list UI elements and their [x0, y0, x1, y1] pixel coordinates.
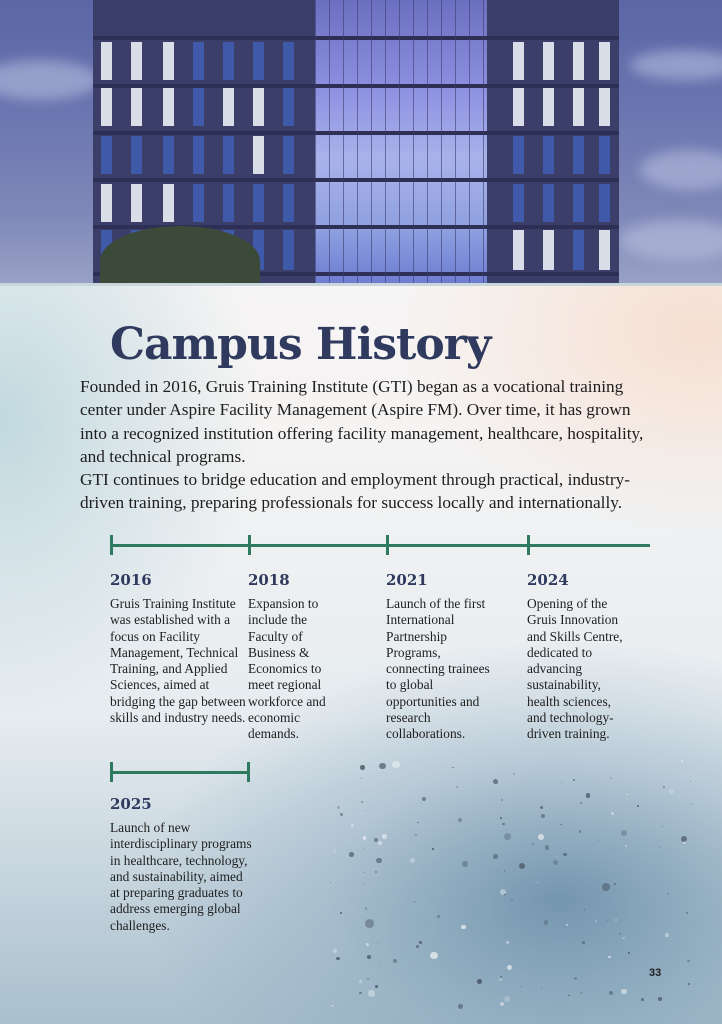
speck: [362, 813, 364, 815]
speck: [367, 978, 369, 980]
speck: [580, 802, 582, 804]
floor-band: [93, 131, 619, 135]
speck: [580, 992, 582, 994]
speck: [415, 834, 417, 836]
speck: [683, 841, 686, 844]
speck: [553, 860, 558, 865]
timeline-line: [110, 771, 250, 774]
window: [163, 136, 174, 174]
speck: [500, 1002, 504, 1006]
window: [253, 88, 264, 126]
window: [101, 184, 112, 222]
intro-paragraph: Founded in 2016, Gruis Training Institute (GTI) began as a vocational training center under Aspire Facility Management (Aspire FM). Over time, it has grown into a recognized institution offering facility management, healthcare, hospitality, and technical programs.: [80, 377, 644, 466]
mullion: [315, 0, 316, 286]
speck: [560, 824, 562, 826]
mullion: [343, 0, 344, 286]
timeline-tick: [527, 535, 530, 555]
speck: [532, 843, 534, 845]
window: [573, 230, 584, 270]
window: [253, 136, 264, 174]
speck: [628, 952, 630, 954]
intro-paragraph: GTI continues to bridge education and employment through practical, industry-driven training, preparing professionals for success locally and internationally.: [80, 470, 630, 513]
window: [513, 42, 524, 80]
speck: [504, 870, 505, 871]
speck: [615, 919, 617, 921]
timeline-tick: [386, 535, 389, 555]
speck: [477, 979, 482, 984]
speck: [417, 822, 419, 824]
speck: [520, 986, 521, 987]
timeline-tick: [110, 762, 113, 782]
speck: [614, 883, 616, 885]
speck: [363, 836, 366, 839]
mullion: [413, 0, 414, 286]
speck: [497, 870, 499, 872]
speck: [687, 960, 690, 963]
speck: [330, 882, 331, 883]
page-number: 33: [649, 967, 662, 979]
speck: [669, 789, 674, 794]
window: [599, 184, 610, 222]
window: [163, 184, 174, 222]
speck: [375, 871, 377, 873]
floor-band: [93, 178, 619, 182]
milestone-description: Expansion to include the Faculty of Business & Economics to meet regional workforce and economic demands.: [248, 596, 326, 742]
speck: [366, 943, 369, 946]
window: [223, 136, 234, 174]
speck: [364, 884, 365, 885]
speck: [349, 852, 354, 857]
window: [543, 184, 554, 222]
speck: [458, 1004, 463, 1009]
milestone-description: Opening of the Gruis Innovation and Skills Centre, dedicated to advancing sustainability, health sciences, and technology-driven training.: [527, 596, 623, 742]
speck: [563, 853, 566, 856]
speck: [504, 996, 510, 1002]
speck: [602, 883, 610, 891]
window: [193, 42, 204, 80]
speck: [502, 823, 505, 826]
speck: [556, 856, 557, 857]
speck: [513, 773, 515, 775]
window: [543, 42, 554, 80]
speck: [500, 817, 502, 819]
milestone-year: 2018: [248, 571, 290, 589]
window: [513, 230, 524, 270]
speck: [393, 959, 397, 963]
window: [599, 42, 610, 80]
window: [513, 88, 524, 126]
speck: [566, 924, 568, 926]
window: [131, 42, 142, 80]
speck: [493, 854, 498, 859]
speck: [359, 980, 362, 983]
speck: [621, 989, 626, 994]
window: [599, 88, 610, 126]
speck: [582, 937, 583, 938]
window: [131, 136, 142, 174]
speck: [477, 828, 478, 829]
window: [131, 88, 142, 126]
speck: [420, 802, 421, 803]
speck: [691, 804, 692, 805]
speck: [410, 858, 415, 863]
speck: [377, 942, 378, 943]
timeline-line: [110, 544, 650, 547]
speck: [607, 920, 608, 921]
milestone-year: 2021: [386, 571, 428, 589]
speck: [579, 830, 581, 832]
speck: [625, 845, 627, 847]
speck: [690, 781, 691, 782]
speck: [351, 824, 354, 827]
speck: [504, 833, 511, 840]
speck: [368, 990, 375, 997]
speck: [379, 763, 385, 769]
speck: [658, 997, 662, 1001]
speck: [637, 805, 639, 807]
speck: [414, 901, 416, 903]
window: [573, 184, 584, 222]
speck: [340, 912, 341, 913]
speck: [574, 977, 577, 980]
speck: [419, 941, 422, 944]
window: [283, 88, 294, 126]
speck: [378, 841, 382, 845]
speck: [662, 826, 663, 827]
speck: [511, 900, 512, 901]
window: [101, 42, 112, 80]
speck: [519, 863, 525, 869]
speck: [641, 998, 644, 1001]
speck: [365, 907, 367, 909]
speck: [685, 889, 686, 890]
speck: [573, 779, 575, 781]
speck: [376, 858, 382, 864]
speck: [365, 919, 374, 928]
speck: [598, 840, 599, 841]
speck: [458, 818, 462, 822]
mullion: [427, 0, 428, 286]
speck: [430, 952, 438, 960]
milestone-description: Launch of new interdisciplinary programs in healthcare, technology, and sustainability, aimed at preparing graduates to address emerging global challenges.: [110, 820, 252, 933]
window: [513, 136, 524, 174]
window: [543, 230, 554, 270]
mullion: [357, 0, 358, 286]
speck: [337, 806, 340, 809]
speck: [501, 799, 503, 801]
speck: [361, 801, 363, 803]
speck: [610, 777, 612, 779]
speck: [507, 965, 512, 970]
intro-text: [80, 375, 660, 515]
speck: [359, 992, 362, 995]
window: [573, 42, 584, 80]
speck: [367, 955, 371, 959]
speck: [681, 760, 683, 762]
speck: [686, 912, 688, 914]
window: [193, 136, 204, 174]
speck: [336, 957, 339, 960]
speck: [613, 848, 614, 849]
window: [253, 42, 264, 80]
window: [101, 88, 112, 126]
speck: [609, 991, 613, 995]
window: [131, 184, 142, 222]
speck: [422, 797, 426, 801]
window: [543, 136, 554, 174]
window: [101, 136, 112, 174]
speck: [568, 995, 569, 996]
speck: [663, 786, 665, 788]
speck: [379, 964, 380, 965]
speck: [331, 1005, 333, 1007]
milestone-description: Launch of the first International Partnership Programs, connecting trainees to global opportunities and research collaborations.: [386, 596, 490, 742]
speck: [621, 830, 627, 836]
speck: [595, 920, 597, 922]
speck: [504, 894, 506, 896]
speck: [561, 782, 562, 783]
mullion: [371, 0, 372, 286]
window: [513, 184, 524, 222]
page-title: Campus History: [110, 319, 491, 370]
milestone-year: 2025: [110, 795, 152, 813]
window: [599, 136, 610, 174]
milestone-year: 2016: [110, 571, 152, 589]
speck: [537, 882, 538, 883]
hero-building-photo: [0, 0, 722, 286]
speck: [619, 933, 621, 935]
floor-band: [93, 36, 619, 40]
speck: [622, 937, 624, 939]
timeline-tick: [248, 535, 251, 555]
mullion: [483, 0, 484, 286]
speck: [506, 941, 509, 944]
mullion: [399, 0, 400, 286]
window: [283, 42, 294, 80]
speck: [462, 861, 468, 867]
milestone-description: Gruis Training Institute was established with a focus on Facility Management, Technical Training, and Applied Sciences, aimed at bridging the gap between skills and industry needs.: [110, 596, 246, 726]
speck: [375, 985, 379, 989]
speck: [500, 992, 501, 993]
window: [283, 136, 294, 174]
speck: [437, 915, 440, 918]
window: [193, 88, 204, 126]
speck: [667, 893, 669, 895]
timeline-tick: [247, 762, 250, 782]
speck: [659, 846, 660, 847]
glass-atrium: [315, 0, 487, 286]
speck: [538, 834, 544, 840]
mullion: [455, 0, 456, 286]
window: [223, 184, 234, 222]
speck: [363, 848, 364, 849]
window: [283, 184, 294, 222]
speck: [360, 765, 365, 770]
window: [573, 88, 584, 126]
speck: [584, 909, 585, 910]
window: [599, 230, 610, 270]
window: [253, 184, 264, 222]
speck: [364, 872, 365, 873]
window: [283, 230, 294, 270]
speck: [333, 850, 336, 853]
speck: [432, 848, 433, 849]
speck: [545, 845, 550, 850]
window: [163, 42, 174, 80]
mullion: [441, 0, 442, 286]
speck: [544, 920, 548, 924]
speck: [499, 978, 502, 981]
speck: [456, 786, 458, 788]
speck: [608, 956, 611, 959]
timeline-tick: [110, 535, 113, 555]
speck: [540, 806, 543, 809]
speck: [611, 812, 614, 815]
speck: [541, 988, 542, 989]
speck: [382, 948, 383, 949]
speck: [665, 933, 669, 937]
speck: [333, 949, 337, 953]
window: [543, 88, 554, 126]
speck: [452, 767, 453, 768]
speck: [586, 793, 590, 797]
window: [223, 88, 234, 126]
speck: [582, 941, 586, 945]
speck: [541, 814, 545, 818]
speck: [688, 983, 689, 984]
window: [193, 184, 204, 222]
speck: [382, 834, 387, 839]
speck: [340, 813, 343, 816]
speck: [500, 976, 501, 977]
milestone-year: 2024: [527, 571, 569, 589]
speck: [461, 925, 465, 929]
speck: [361, 777, 362, 778]
mullion: [385, 0, 386, 286]
mullion: [469, 0, 470, 286]
mullion: [329, 0, 330, 286]
window: [573, 136, 584, 174]
speck: [681, 836, 687, 842]
window: [163, 88, 174, 126]
window: [223, 42, 234, 80]
speck: [416, 945, 419, 948]
speck: [372, 842, 373, 843]
speck: [626, 794, 628, 796]
speck: [392, 761, 400, 769]
